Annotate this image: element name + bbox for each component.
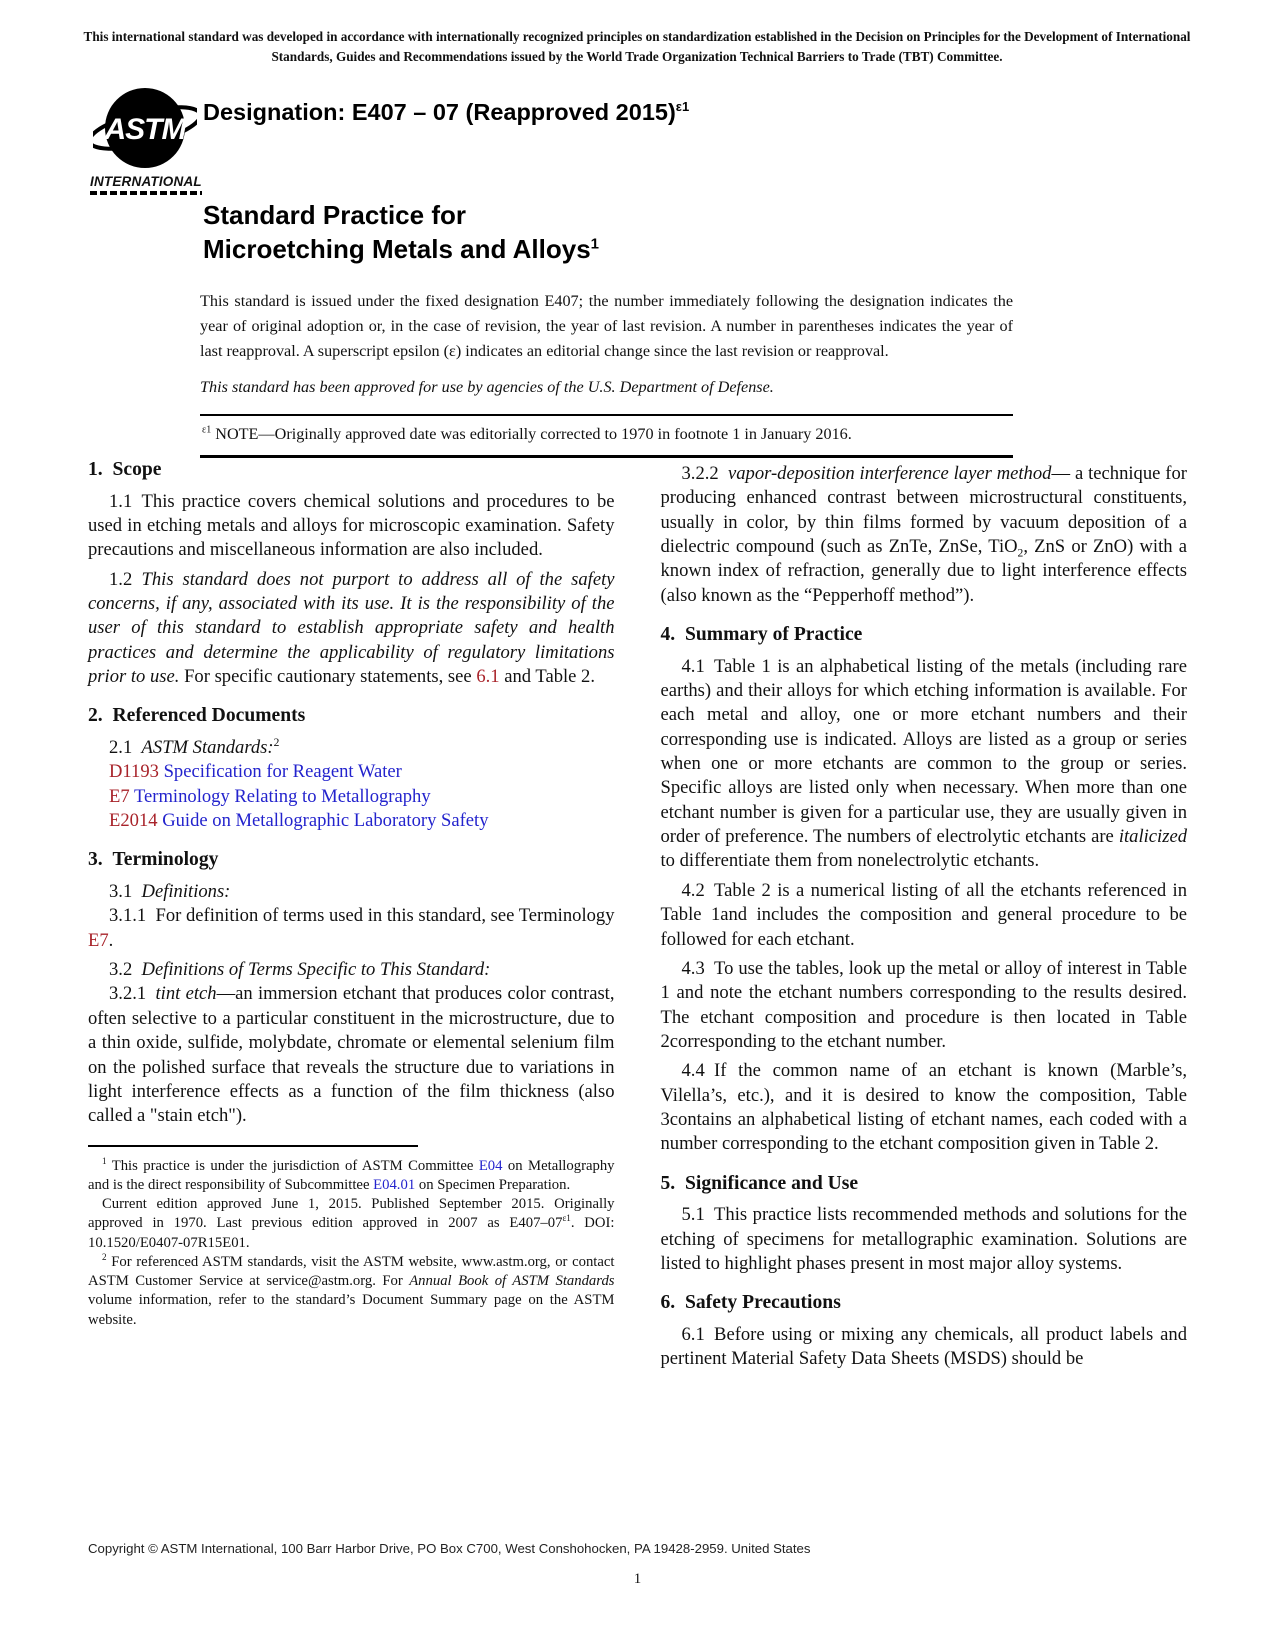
defense-approval-statement: This standard has been approved for use by agencies of the U.S. Department of Defense. [200,378,774,397]
clause-number: 2.1 [109,737,142,759]
astm-logo [84,80,206,195]
link-e7-title[interactable]: Terminology Relating to Metallography [129,785,431,807]
standard-title [203,199,599,267]
front-matter [200,289,1013,458]
footnote-2-text: For referenced ASTM standards, visit the ASTM website, www.astm.org, or contact ASTM Customer Service at service@astm.org. For [88,1253,615,1290]
clause-4-1-text: 4.1 Table 1 is an alphabetical listing of the metals (including rare earths) and their alloys for which etching information is available. For each metal and alloy, one or more etchant numbers and their corresponding use is indicated. Alloys are listed as a group or series when one or more etchants are common to the group or series. Specific alloys are listed only when necessary. When more than one etchant number is given for a particular use, they are usually given in order of preference. The numbers of electrolytic etchants are [660,655,1187,848]
clause-3-1-1-period: . [108,929,114,951]
clause-2-1 [88,736,615,760]
heading-safety-precautions: 6. Safety Precautions [660,1292,841,1314]
link-committee-e04[interactable]: E04 [478,1157,503,1174]
clause-1-2-roman-text: For specific cautionary statements, see [179,666,477,688]
footnote-2-marker: 2 [102,1251,107,1262]
footnote-1-edition [88,1195,615,1253]
heading-referenced-documents: 2. Referenced Documents [88,705,306,727]
clause-4-1-text-2: to differentiate them from nonelectrolytic etchants. [660,850,1040,872]
link-e2014[interactable]: E2014 [109,810,158,832]
clause-1-2 [88,568,615,690]
definitions-label: Definitions: [141,881,231,903]
right-column [661,452,1188,1377]
astm-standards-label: ASTM Standards: [141,737,274,759]
designation-line [203,99,689,126]
footnote-1-text-3: on Specimen Preparation. [415,1176,571,1193]
footnote-1 [88,1157,615,1196]
footnote-2-text-2: volume information, refer to the standard’s Document Summary page on the ASTM website. [88,1292,615,1328]
footnote-1-text: This practice is under the jurisdiction of ASTM Committee [106,1157,479,1174]
clause-4-4: 4.4 If the common name of an etchant is known (Marble’s, Vilella’s, etc.), and it is desired to know the composition, Table 3contains an alphabetical listing of etchant names, each coded with a number corresponding to the etchant composition given in Table 2. [660,1060,1187,1155]
link-d1193-title[interactable]: Specification for Reagent Water [158,761,402,783]
link-e7-terminology[interactable]: E7 [88,929,109,951]
link-e7[interactable]: E7 [109,785,130,807]
title-line-1: Standard Practice for [203,200,466,230]
clause-3-2 [88,958,615,982]
definitions-specific-label: Definitions of Terms Specific to This Standard: [141,959,491,981]
copyright-line: Copyright © ASTM International, 100 Barr Harbor Drive, PO Box C700, West Conshohocken, PA 19428-2959. United States [88,1541,811,1556]
footnote-divider-rule [88,1145,418,1147]
clause-3-1-1-text: 3.1.1 For definition of terms used in this standard, see Terminology [109,905,615,927]
clause-3-2-2-text-2: , ZnS or ZnO) with a known index of refraction, generally due to light interference effects (also known as the “Pepperhoff method”). [660,536,1187,606]
wto-disclaimer: This international standard was developed in accordance with internationally recognized principles on standardization established in the Decision on Principles for the Development of International Standards, Guides and Recommendations issued by the World Trade Organization Technical Barriers to Trade (TBT) Committee. [83,29,1191,65]
heading-scope: 1. Scope [88,459,162,480]
issued-statement: This standard is issued under the fixed designation E407; the number immediately following the designation indicates the year of original adoption or, in the case of revision, the year of last revision. A number in parentheses indicates the year of last reapproval. A superscript epsilon (ε) indicates an editorial change since the last revision or reapproval. [200,292,1013,361]
clause-3-2-1 [88,982,615,1128]
term-tint-etch: tint etch [155,983,217,1005]
footnote-1-marker: 1 [102,1155,107,1166]
referenced-doc-e7 [88,785,615,809]
edition-epsilon-superscript: ε1 [562,1213,571,1224]
tio2-subscript: 2 [1017,547,1024,560]
designation-epsilon-superscript: ε1 [675,99,690,115]
heading-summary-of-practice: 4. Summary of Practice [660,624,863,646]
clause-number: 3.1 [109,881,142,903]
body-columns [88,452,1187,1377]
footnote-block [88,1145,615,1330]
editorial-note [202,422,1011,447]
clause-3-2-2-text: — a technique for producing enhanced contrast between microstructural constituents, usually in color, by thin films formed by vacuum deposition of a dielectric compound (such as ZnTe, ZnSe, TiO [660,463,1187,558]
term-vapor-deposition: vapor-deposition interference layer method [727,463,1052,484]
clause-4-3: 4.3 To use the tables, look up the metal or alloy of interest in Table 1 and note the etchant numbers corresponding to the results desired. The etchant composition and procedure is then located in Table 2corresponding to the etchant number. [660,957,1187,1052]
left-column [88,452,615,1377]
footnote-2-superscript: 2 [273,736,280,749]
clause-3-1-1 [88,904,615,953]
title-line-2 [203,233,599,267]
link-e2014-title[interactable]: Guide on Metallographic Laboratory Safety [157,810,489,832]
clause-number: 3.2.1 [109,983,156,1005]
clause-4-2: 4.2 Table 2 is a numerical listing of all the etchants referenced in Table 1and includes the composition and general procedure to be followed for each etchant. [660,879,1187,950]
italicized-word: italicized [1118,826,1187,848]
note-epsilon-superscript: ε1 [202,425,212,437]
edition-text: Current edition approved June 1, 2015. Published September 2015. Originally approved in 1970. Last previous edition approved in 2007 as E407–07 [88,1196,615,1232]
logo-international-label: INTERNATIONAL [90,174,202,189]
title-footnote-superscript: 1 [590,235,600,253]
clause-number: 3.2.2 [681,463,728,484]
footnote-1-text-2: on Metallography and is the direct responsibility of Subcommittee [88,1157,615,1193]
clause-3-2-1-definition: —an immersion etchant that produces color contrast, often selective to a particular constituent in the microstructure, due to a thin oxide, sulfide, molybdate, chromate or elemental selenium film on the polished surface that reveals the structure due to variations in light interference effects as a function of the film thickness (also called a "stain etch"). [88,983,615,1127]
title-text: Microetching Metals and Alloys [203,233,591,264]
logo-striped-bar [90,191,202,195]
astm-logo-graphic [93,80,197,180]
referenced-doc-e2014 [88,809,615,833]
clause-6-1: 6.1 Before using or mixing any chemicals, all product labels and pertinent Material Safety Data Sheets (MSDS) should be [660,1323,1187,1370]
link-d1193[interactable]: D1193 [109,761,159,783]
link-subcommittee-e04-01[interactable]: E04.01 [373,1176,416,1193]
clause-number: 3.2 [109,959,142,981]
clause-number: 1.2 [109,568,142,590]
clause-1-2-italic-text: This standard does not purport to address all of the safety concerns, if any, associated with its use. It is the responsibility of the user of this standard to establish appropriate safety and health practices and determine the applicability of regulatory limitations prior to use. [88,568,615,688]
clause-1-2-roman-text-2: and Table 2. [499,666,596,688]
page-number: 1 [633,1571,642,1587]
annual-book-title: Annual Book of ASTM Standards [409,1273,615,1290]
logo-acronym: ASTM [104,113,186,146]
link-clause-6-1[interactable]: 6.1 [476,666,500,688]
heading-significance-and-use: 5. Significance and Use [660,1172,859,1194]
designation-text: Designation: E407 – 07 (Reapproved 2015) [203,99,676,125]
clause-4-1 [661,655,1188,874]
note-text: NOTE—Originally approved date was editorially corrected to 1970 in footnote 1 in January 2016. [211,425,852,444]
referenced-doc-d1193 [88,760,615,784]
heading-terminology: 3. Terminology [88,849,219,871]
clause-3-2-2 [661,462,1188,608]
clause-5-1: 5.1 This practice lists recommended methods and solutions for the etching of specimens for metallographic examination. Solutions are listed to highlight phases present in most major alloy systems. [660,1204,1187,1274]
edition-doi-text: . DOI: 10.1520/E0407-07R15E01. [88,1215,615,1251]
footnote-2 [88,1253,615,1330]
clause-1-1: 1.1 This practice covers chemical solutions and procedures to be used in etching metals and alloys for microscopic examination. Safety precautions and miscellaneous information are also included. [88,490,615,561]
clause-3-1 [88,880,615,904]
